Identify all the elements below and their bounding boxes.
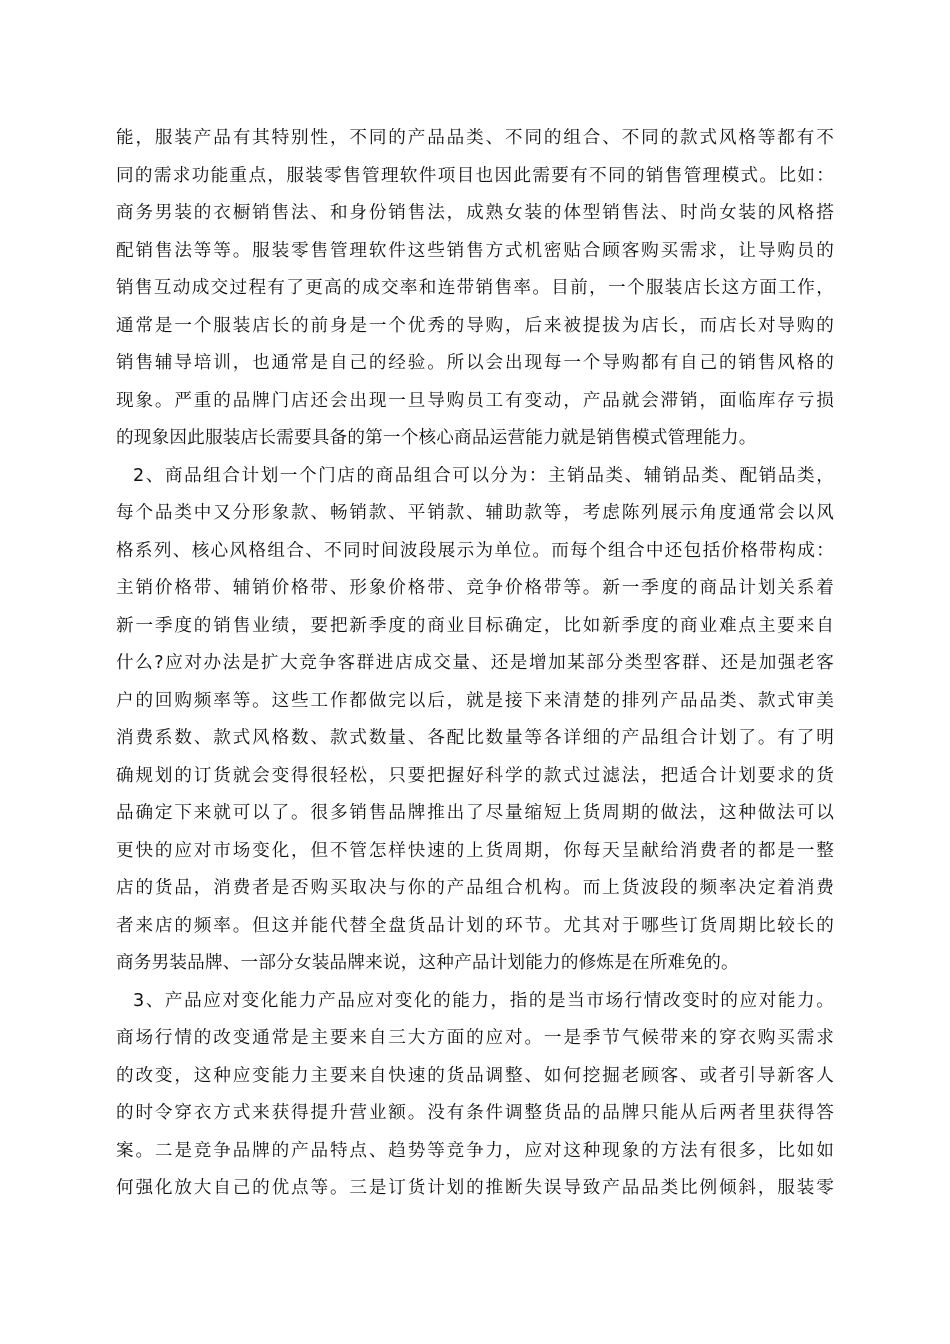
text-line: 者来店的频率。但这并能代替全盘货品计划的环节。尤其对于哪些订货周期比较长的: [116, 915, 834, 936]
text-line: 何强化放大自己的优点等。三是订货计划的推断失误导致产品品类比例倾斜，服装零: [116, 1178, 834, 1198]
text-line: 现象。严重的品牌门店还会出现一旦导购员工有变动，产品就会滞销，面临库存亏损: [116, 390, 834, 411]
text-line: 每个品类中又分形象款、畅销款、平销款、辅助款等，考虑陈列展示角度通常会以风: [116, 503, 834, 523]
text-line: 配销售法等等。服装零售管理软件这些销售方式机密贴合顾客购买需求，让导购员的: [116, 240, 834, 261]
text-line: 确规划的订货就会变得很轻松，只要把握好科学的款式过滤法，把适合计划要求的货: [116, 765, 834, 786]
text-line: 通常是一个服装店长的前身是一个优秀的导购，后来被提拔为店长，而店长对导购的: [116, 315, 834, 336]
paragraph-2: [116, 458, 834, 983]
text-line: 3、产品应对变化能力产品应对变化的能力，指的是当市场行情改变时的应对能力。: [133, 990, 834, 1011]
paragraph-1: [116, 120, 834, 458]
text-line: 主销价格带、辅销价格带、形象价格带、竞争价格带等。新一季度的商品计划关系着: [116, 578, 834, 598]
text-line: 商务男装品牌、一部分女装品牌来说，这种产品计划能力的修炼是在所难免的。: [116, 953, 739, 973]
text-line: 商场行情的改变通常是主要来自三大方面的应对。一是季节气候带来的穿衣购买需求: [116, 1028, 834, 1048]
text-line: 店的货品，消费者是否购买取决与你的产品组合机构。而上货波段的频率决定着消费: [116, 878, 834, 898]
text-line: 新一季度的销售业绩，要把新季度的商业目标确定，比如新季度的商业难点主要来自: [116, 615, 834, 636]
text-line: 消费系数、款式风格数、款式数量、各配比数量等各详细的产品组合计划了。有了明: [116, 728, 834, 748]
text-line: 商务男装的衣橱销售法、和身份销售法，成熟女装的体型销售法、时尚女装的风格搭: [116, 203, 834, 223]
text-line: 同的需求功能重点，服装零售管理软件项目也因此需要有不同的销售管理模式。比如：: [116, 165, 834, 186]
text-line: 更快的应对市场变化，但不管怎样快速的上货周期，你每天呈献给消费者的都是一整: [116, 840, 834, 861]
text-line: 格系列、核心风格组合、不同时间波段展示为单位。而每个组合中还包括价格带构成：: [116, 540, 834, 561]
paragraph-3: [116, 983, 834, 1208]
text-line: 销售互动成交过程有了更高的成交率和连带销售率。目前，一个服装店长这方面工作，: [116, 278, 834, 298]
document-body: [116, 120, 834, 1208]
text-line: 案。二是竞争品牌的产品特点、趋势等竞争力，应对这种现象的方法有很多，比如如: [116, 1140, 834, 1161]
text-line: 能，服装产品有其特别性，不同的产品品类、不同的组合、不同的款式风格等都有不: [116, 128, 834, 148]
text-line: 销售辅导培训，也通常是自己的经验。所以会出现每一个导购都有自己的销售风格的: [116, 353, 834, 373]
text-line: 的现象因此服装店长需要具备的第一个核心商品运营能力就是销售模式管理能力。: [116, 428, 757, 448]
text-line: 户的回购频率等。这些工作都做完以后，就是接下来清楚的排列产品品类、款式审美: [116, 690, 834, 711]
text-line: 品确定下来就可以了。很多销售品牌推出了尽量缩短上货周期的做法，这种做法可以: [116, 803, 834, 823]
text-line: 2、商品组合计划一个门店的商品组合可以分为：主销品类、辅销品类、配销品类，: [133, 465, 834, 486]
text-line: 的时令穿衣方式来获得提升营业额。没有条件调整货品的品牌只能从后两者里获得答: [116, 1103, 834, 1123]
text-line: 什么?应对办法是扩大竞争客群进店成交量、还是增加某部分类型客群、还是加强老客: [116, 653, 834, 673]
text-line: 的改变，这种应变能力主要来自快速的货品调整、如何挖掘老顾客、或者引导新客人: [116, 1065, 834, 1086]
